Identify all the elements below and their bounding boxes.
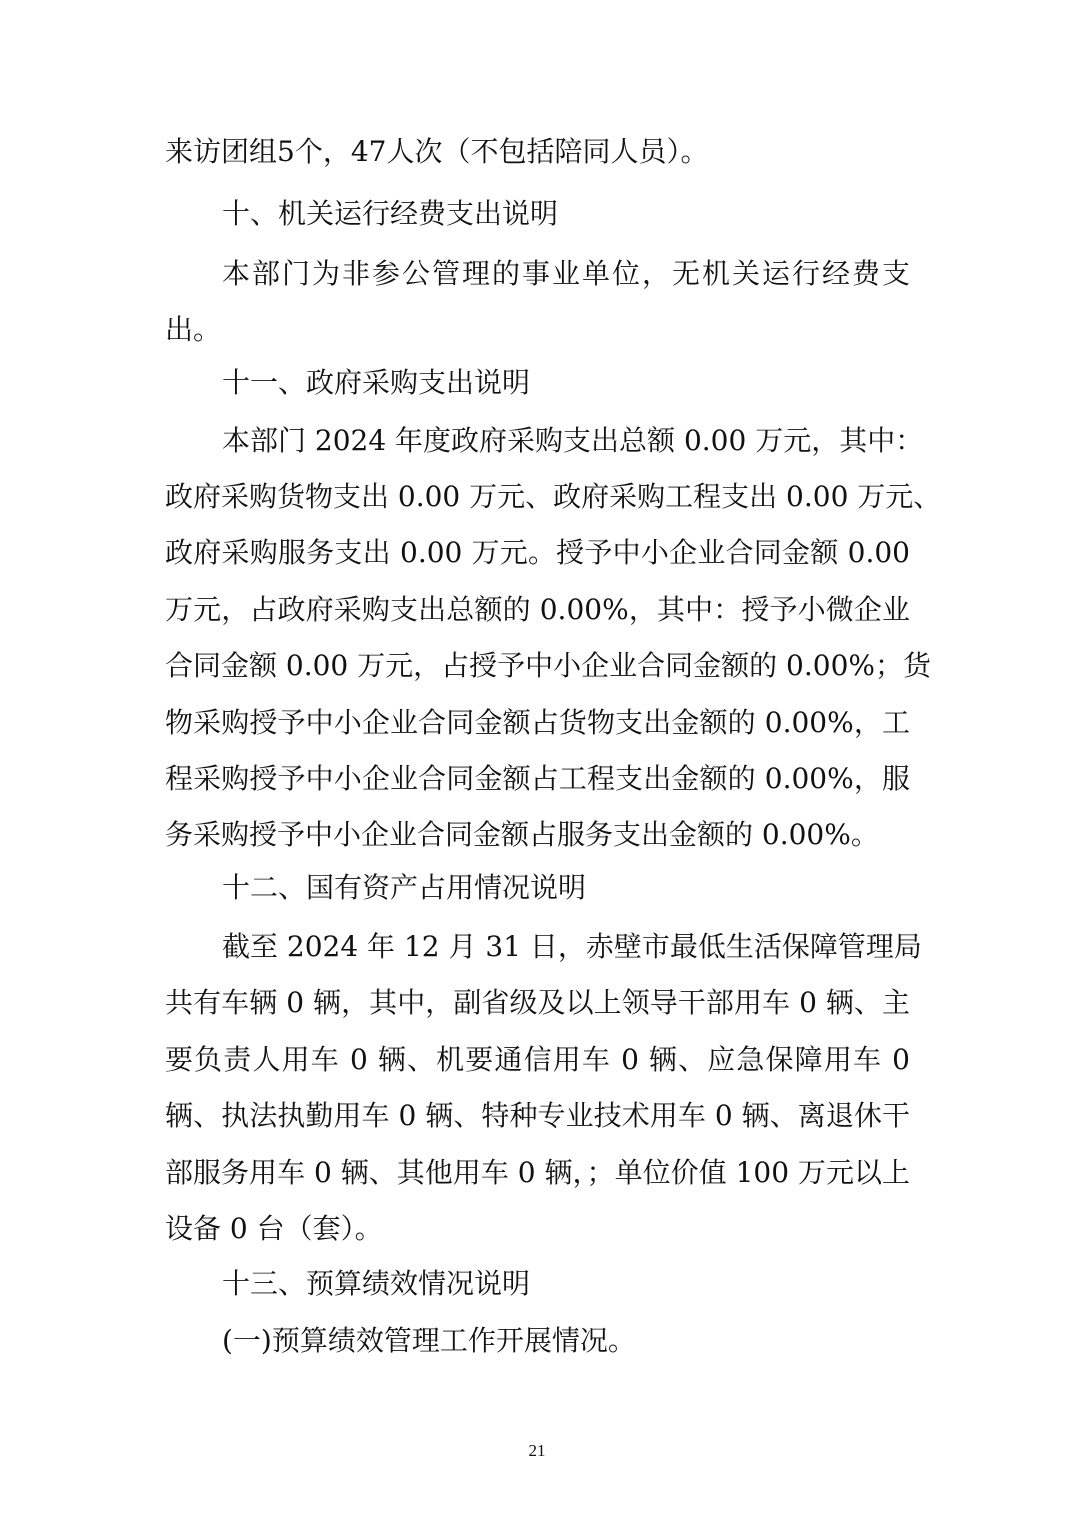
body-line: (一)预算绩效管理工作开展情况。 [222,1324,636,1357]
body-line: 政府采购服务支出 0.00 万元。授予中小企业合同金额 0.00 [165,536,910,569]
body-line: 本部门 2024 年度政府采购支出总额 0.00 万元，其中： [222,424,924,457]
page-number: 21 [528,1441,546,1460]
body-line: 出。 [165,313,222,346]
body-line: 本部门为非参公管理的事业单位，无机关运行经费支 [222,257,910,290]
body-line: 来访团组5个，47人次（不包括陪同人员）。 [165,135,709,168]
body-line: 务采购授予中小企业合同金额占服务支出金额的 0.00%。 [165,818,879,851]
body-line: 共有车辆 0 辆，其中，副省级及以上领导干部用车 0 辆、主 [165,986,910,1019]
body-line: 设备 0 台（套）。 [165,1212,383,1245]
section-heading-10: 十、机关运行经费支出说明 [222,197,559,230]
section-heading-12: 十二、国有资产占用情况说明 [222,871,587,904]
body-line: 截至 2024 年 12 月 31 日，赤壁市最低生活保障管理局 [222,930,922,963]
body-line: 程采购授予中小企业合同金额占工程支出金额的 0.00%，服 [165,762,910,795]
body-line: 万元，占政府采购支出总额的 0.00%，其中：授予小微企业 [165,593,910,626]
section-heading-11: 十一、政府采购支出说明 [222,366,531,399]
body-line: 要负责人用车 0 辆、机要通信用车 0 辆、应急保障用车 0 [165,1043,910,1076]
body-line: 合同金额 0.00 万元，占授予中小企业合同金额的 0.00%；货 [165,649,931,682]
body-line: 政府采购货物支出 0.00 万元、政府采购工程支出 0.00 万元、 [165,480,942,513]
body-line: 辆、执法执勤用车 0 辆、特种专业技术用车 0 辆、离退休干 [165,1099,910,1132]
body-line: 物采购授予中小企业合同金额占货物支出金额的 0.00%，工 [165,706,910,739]
section-heading-13: 十三、预算绩效情况说明 [222,1267,531,1300]
body-line: 部服务用车 0 辆、其他用车 0 辆，；单位价值 100 万元以上 [165,1156,910,1189]
